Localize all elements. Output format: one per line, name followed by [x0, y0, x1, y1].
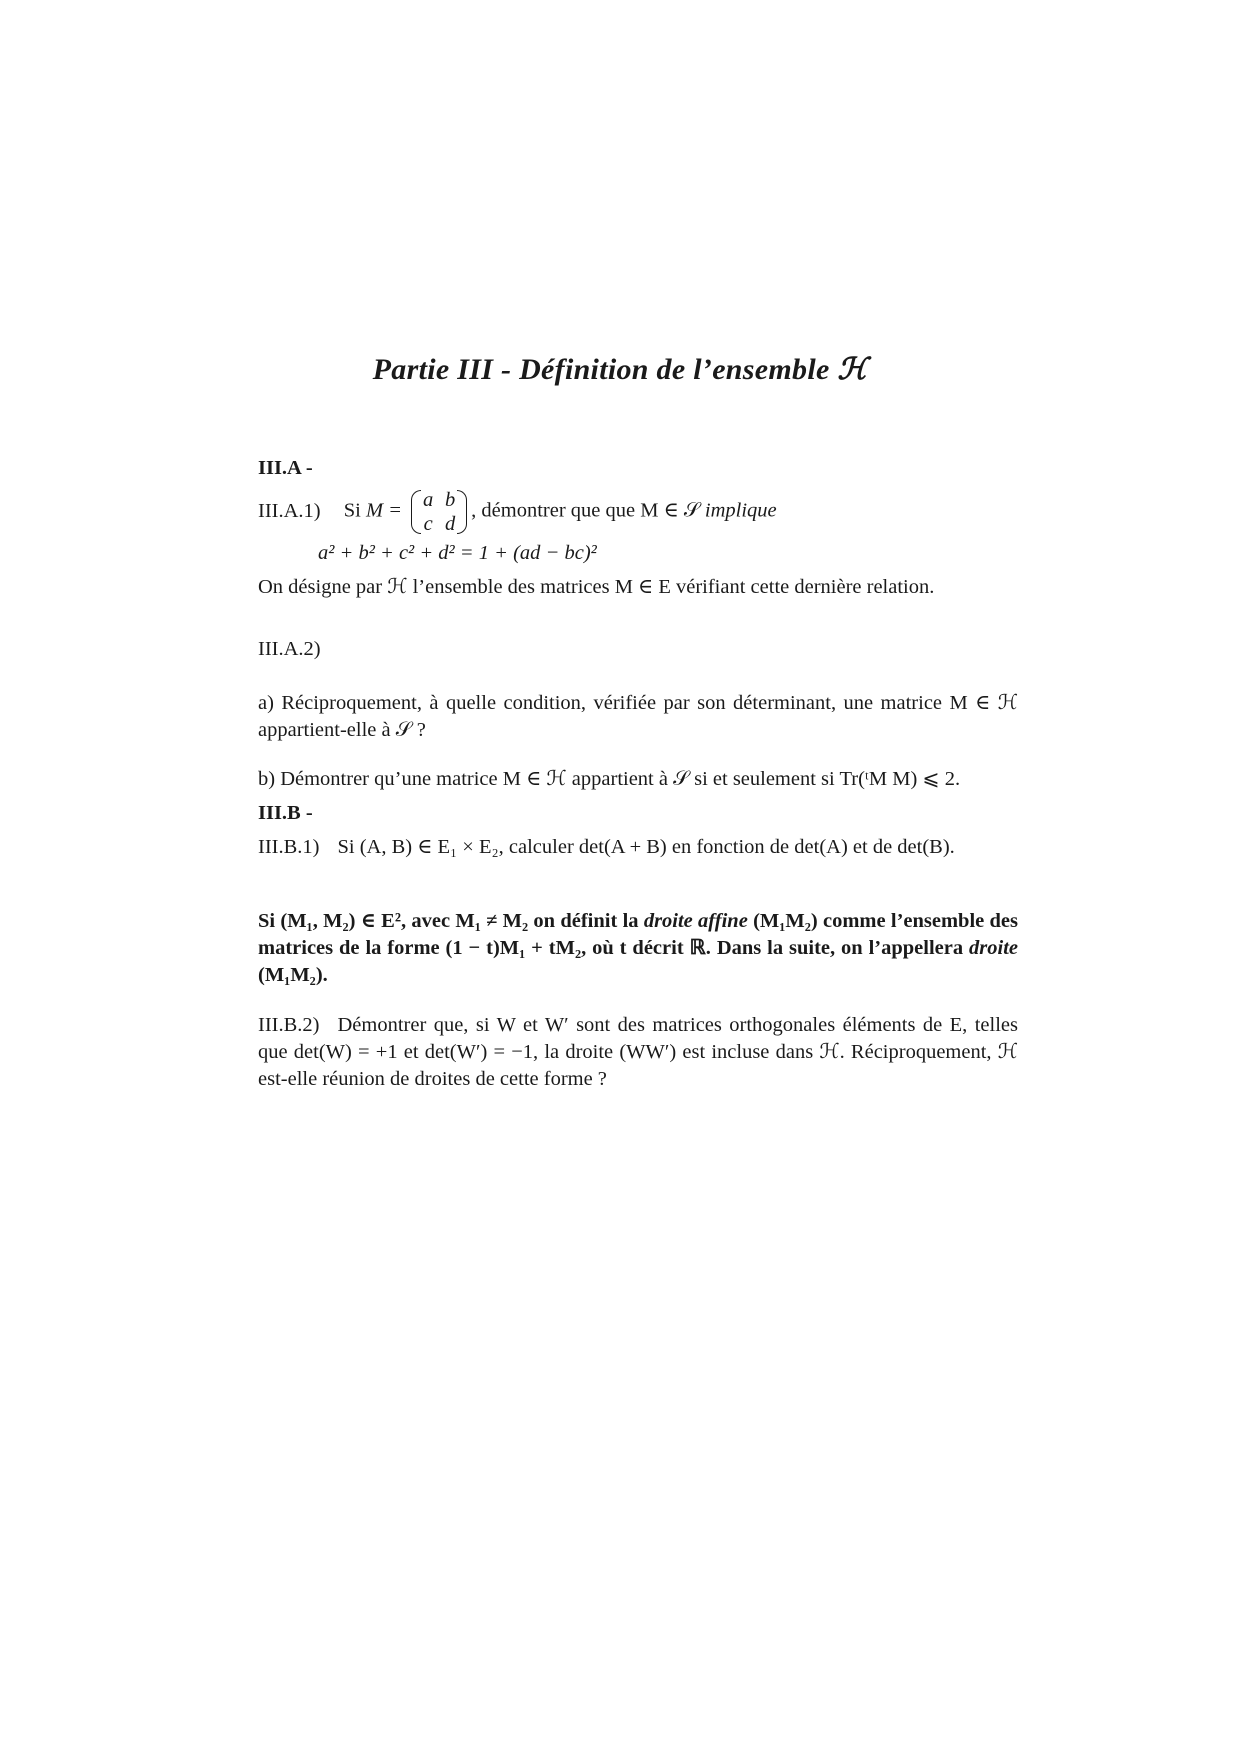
- term-droite: droite: [969, 937, 1019, 959]
- question-b1: [258, 834, 1018, 861]
- page-title: Partie III - Définition de l’ensemble ℋ: [372, 353, 868, 386]
- definition-droite-affine: [258, 908, 1018, 989]
- term-droite-affine: droite affine: [643, 910, 748, 932]
- question-a1-lhs: M =: [365, 499, 403, 522]
- matrix-m: [411, 488, 467, 536]
- matrix-entry-a: a: [423, 489, 434, 511]
- question-b2-text: Démontrer que, si W et W′ sont des matrices orthogonales éléments de E, telles que det(W) = +1 et det(W′) = −1, la droite (WW′) est incluse dans ℋ. Réciproquement, ℋ est-elle réunion de droites de cette forme ?: [258, 1014, 1018, 1090]
- matrix-entry-b: b: [445, 489, 456, 511]
- definition-part-2: (M₁M₂) comme l’ensemble des matrices de la forme (1 − t)M₁ + tM₂, où t décrit ℝ. Dans la suite, on l’appellera: [258, 910, 1019, 959]
- question-b2-label: III.B.2): [258, 1014, 320, 1036]
- question-b2: [258, 1012, 1018, 1093]
- equation-h: a² + b² + c² + d² = 1 + (ad − bc)²: [318, 542, 597, 564]
- question-a2-a: a) Réciproquement, à quelle condition, vérifiée par son déterminant, une matrice M ∈ ℋ appartient-elle à 𝒮 ?: [258, 692, 1018, 741]
- question-b1-label: III.B.1): [258, 836, 320, 858]
- question-a1-si: Si: [343, 499, 361, 522]
- matrix-row-1: [421, 488, 457, 512]
- question-a2-label: III.A.2): [258, 638, 321, 660]
- question-a1-implique: implique: [704, 499, 777, 522]
- section-b-heading: III.B -: [258, 802, 313, 824]
- matrix-entry-d: d: [445, 513, 456, 535]
- question-a1-text: , démontrer que que M ∈ 𝒮: [471, 499, 700, 522]
- question-a2-b: b) Démontrer qu’une matrice M ∈ ℋ appartient à 𝒮 si et seulement si Tr(ᵗM M) ⩽ 2.: [258, 768, 961, 790]
- definition-h: On désigne par ℋ l’ensemble des matrices M ∈ E vérifiant cette dernière relation.: [258, 576, 935, 598]
- question-a1: [258, 488, 1018, 536]
- matrix-row-2: [421, 512, 457, 536]
- question-a1-label: III.A.1): [258, 499, 321, 522]
- matrix-entry-c: c: [423, 513, 433, 535]
- question-b1-text: Si (A, B) ∈ E₁ × E₂, calculer det(A + B) en fonction de det(A) et de det(B).: [337, 836, 955, 858]
- section-a-heading: III.A -: [258, 457, 313, 479]
- definition-part-3: (M₁M₂).: [258, 964, 328, 986]
- definition-part-1: Si (M₁, M₂) ∈ E², avec M₁ ≠ M₂ on définit la: [258, 910, 639, 932]
